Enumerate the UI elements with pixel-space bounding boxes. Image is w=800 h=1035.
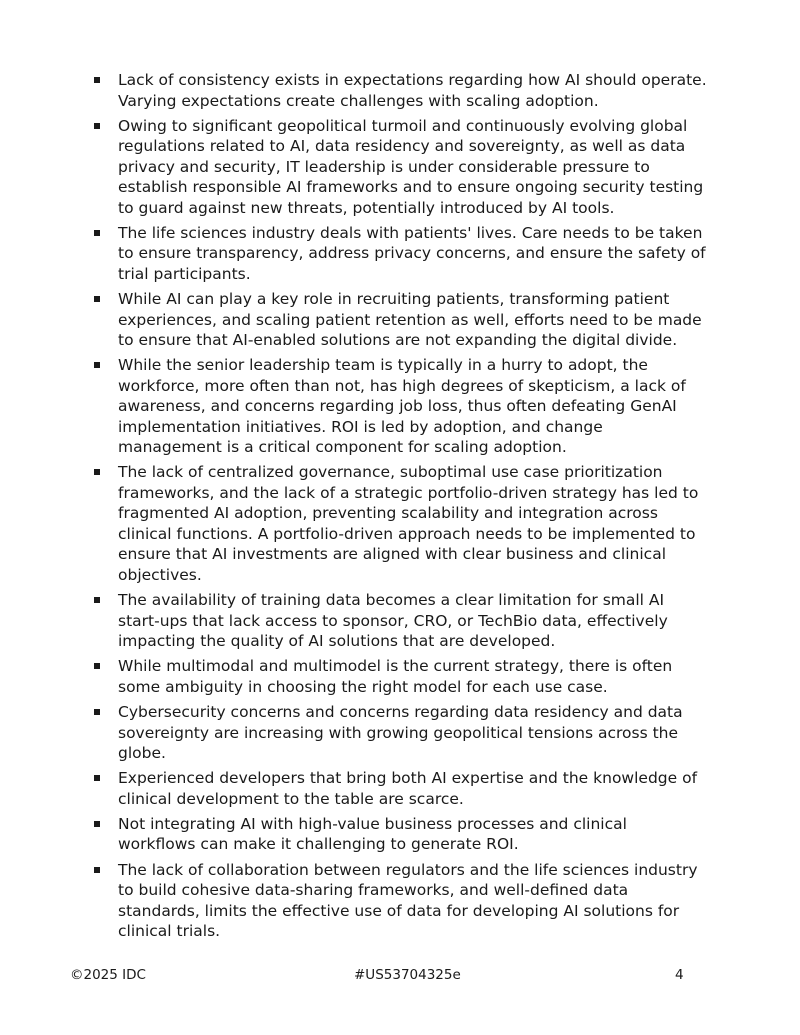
bullet-text: Experienced developers that bring both AI expertise and the knowledge of clinical development to the table are scarce. bbox=[118, 769, 698, 808]
footer-document-id: #US53704325e bbox=[354, 967, 461, 983]
square-bullet-icon bbox=[94, 821, 100, 827]
bullet-text: The lack of collaboration between regulators and the life sciences industry to build cohesive data-sharing frameworks, and well-defined data standards, limits the effective use of data for developing AI solutions for clinical trials. bbox=[118, 860, 698, 941]
square-bullet-icon bbox=[94, 663, 100, 669]
list-item bbox=[93, 116, 708, 219]
footer-page-number: 4 bbox=[675, 967, 684, 983]
page-footer bbox=[0, 967, 800, 987]
square-bullet-icon bbox=[94, 469, 100, 475]
footer-copyright: ©2025 IDC bbox=[70, 967, 146, 983]
bullet-text: While the senior leadership team is typically in a hurry to adopt, the workforce, more often than not, has high degrees of skepticism, a lack of awareness, and concerns regarding job loss, thus often defeating GenAI implementation initiatives. ROI is led by adoption, and change management is a critical component for scaling adoption. bbox=[118, 356, 686, 457]
square-bullet-icon bbox=[94, 296, 100, 302]
bullet-text: While multimodal and multimodel is the current strategy, there is often some ambiguity in choosing the right model for each use case. bbox=[118, 657, 673, 696]
square-bullet-icon bbox=[94, 77, 100, 83]
square-bullet-icon bbox=[94, 123, 100, 129]
square-bullet-icon bbox=[94, 775, 100, 781]
bullet-text: Owing to significant geopolitical turmoil and continuously evolving global regulations related to AI, data residency and sovereignty, as well as data privacy and security, IT leadership is under considerable pressure to establish responsible AI frameworks and to ensure ongoing security testing to guard against new threats, potentially introduced by AI tools. bbox=[118, 116, 704, 217]
bullet-text: The availability of training data becomes a clear limitation for small AI start-ups that lack access to sponsor, CRO, or TechBio data, effectively impacting the quality of AI solutions that are developed. bbox=[118, 591, 668, 651]
square-bullet-icon bbox=[94, 597, 100, 603]
list-item bbox=[93, 860, 708, 942]
list-item bbox=[93, 814, 708, 855]
list-item bbox=[93, 768, 708, 809]
bullet-text: While AI can play a key role in recruiting patients, transforming patient experiences, and scaling patient retention as well, efforts need to be made to ensure that AI-enabled solutions are not expanding the digital divide. bbox=[118, 290, 702, 350]
square-bullet-icon bbox=[94, 867, 100, 873]
list-item bbox=[93, 70, 708, 111]
list-item bbox=[93, 656, 708, 697]
list-item bbox=[93, 355, 708, 458]
bullet-text: Not integrating AI with high-value business processes and clinical workflows can make it challenging to generate ROI. bbox=[118, 814, 627, 854]
list-item bbox=[93, 590, 708, 652]
list-item bbox=[93, 223, 708, 285]
bullet-text: The lack of centralized governance, suboptimal use case prioritization frameworks, and the lack of a strategic portfolio-driven strategy has led to fragmented AI adoption, preventing scalability and integration across clinical functions. A portfolio-driven approach needs to be implemented to ensure that AI investments are aligned with clear business and clinical objectives. bbox=[118, 463, 699, 584]
bullet-text: Cybersecurity concerns and concerns regarding data residency and data sovereignty are increasing with growing geopolitical tensions across the globe. bbox=[118, 703, 683, 762]
list-item bbox=[93, 289, 708, 351]
bullet-text: The life sciences industry deals with patients' lives. Care needs to be taken to ensure transparency, address privacy concerns, and ensure the safety of trial participants. bbox=[118, 223, 706, 283]
list-item bbox=[93, 702, 708, 764]
square-bullet-icon bbox=[94, 362, 100, 368]
bullet-text: Lack of consistency exists in expectations regarding how AI should operate. Varying expectations create challenges with scaling adoption. bbox=[118, 71, 707, 110]
list-item bbox=[93, 462, 708, 585]
square-bullet-icon bbox=[94, 230, 100, 236]
square-bullet-icon bbox=[94, 709, 100, 715]
bullet-list bbox=[93, 70, 708, 946]
